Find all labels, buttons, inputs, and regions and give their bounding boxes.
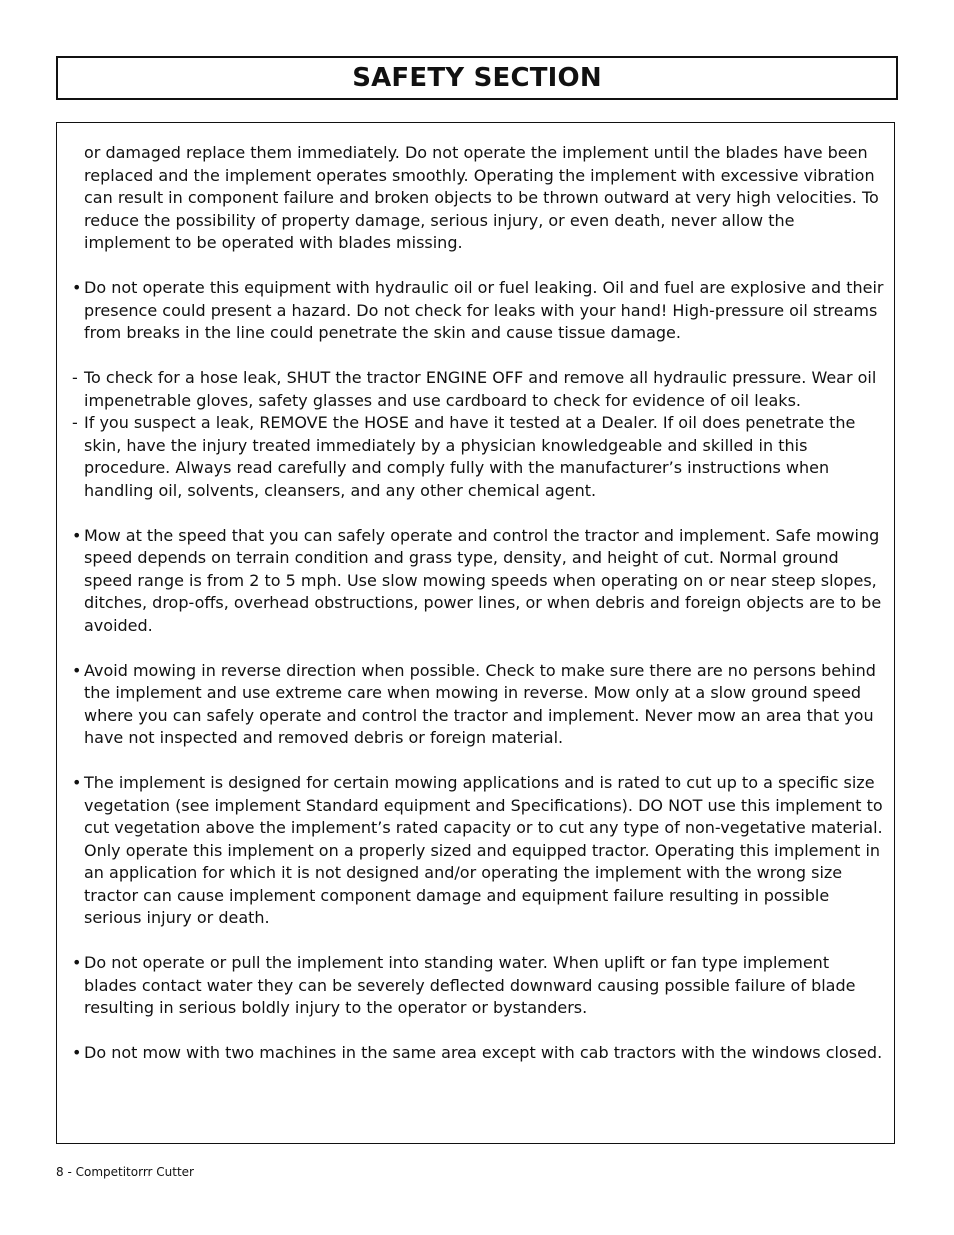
paragraph-hose-check: [72, 367, 884, 412]
paragraph-hydraulic-leak: [72, 277, 884, 345]
page-footer: 8 - Competitorrr Cutter: [56, 1165, 194, 1179]
section-header: [56, 56, 898, 100]
paragraph-text: Mow at the speed that you can safely operate and control the tractor and implement. Safe mowing speed depends on terrain condition and grass type, density, and height of cut. Normal ground speed range is from 2 to 5 mph. Use slow mowing speeds when operating on or near steep slopes, ditches, drop-offs, overhead obstructions, power lines, or when debris and foreign objects are to be avoided.: [84, 525, 882, 635]
bullet-marker: •: [72, 773, 82, 792]
bullet-marker: •: [72, 953, 82, 972]
paragraph-two-machines: [72, 1042, 884, 1065]
paragraph-rated-capacity: [72, 772, 884, 930]
safety-text: [72, 142, 884, 1087]
bullet-marker: •: [72, 1043, 82, 1062]
safety-content-box: [56, 122, 895, 1144]
paragraph-mowing-speed: [72, 525, 884, 638]
paragraph-text: or damaged replace them immediately. Do not operate the implement until the blades have been replaced and the implement operates smoothly. Operating the implement with excessive vibration can result in component failure and broken objects to be thrown outward at very high velocities. To reduce the possibility of property damage, serious injury, or even death, never allow the implement to be operated with blades missing.: [84, 143, 879, 252]
bullet-marker: •: [72, 660, 82, 680]
paragraph-standing-water: [72, 952, 884, 1020]
paragraph-reverse-mowing: [72, 660, 884, 750]
page-title: SAFETY SECTION: [352, 63, 602, 93]
bullet-marker: •: [72, 525, 82, 545]
paragraph-text: Avoid mowing in reverse direction when possible. Check to make sure there are no persons behind the implement and use extreme care when mowing in reverse. Mow only at a slow ground speed where you can safely operate and control the tractor and implement. Never mow an area that you have not inspected and removed debris or foreign material.: [84, 660, 876, 747]
bullet-marker: •: [72, 278, 82, 297]
paragraph-text: The implement is designed for certain mowing applications and is rated to cut up to a specific size vegetation (see implement Standard equipment and Specifications). DO NOT use this implement to cut vegetation above the implement’s rated capacity or to cut any type of non-vegetative material. Only operate this implement on a properly sized and equipped tractor. Operating this implement in an application for which it is not designed and/or operating the implement with the wrong size tractor can cause implement component damage and equipment failure resulting in possible serious injury or death.: [84, 773, 883, 927]
paragraph-text: To check for a hose leak, SHUT the tractor ENGINE OFF and remove all hydraulic pressure. Wear oil impenetrable gloves, safety glasses and use cardboard to check for evidence of oil leaks.: [84, 368, 877, 410]
paragraph-suspected-leak: [72, 412, 884, 502]
dash-marker: -: [72, 413, 78, 432]
paragraph-text: Do not mow with two machines in the same area except with cab tractors with the windows closed.: [84, 1043, 883, 1062]
paragraph-text: If you suspect a leak, REMOVE the HOSE and have it tested at a Dealer. If oil does penetrate the skin, have the injury treated immediately by a physician knowledgeable and skilled in this procedure. Always read carefully and comply fully with the manufacturer’s instructions when handling oil, solvents, cleansers, and any other chemical agent.: [84, 413, 856, 500]
paragraph-text: Do not operate or pull the implement into standing water. When uplift or fan type implement blades contact water they can be severely deflected downward causing possible failure of blade resulting in serious boldly injury to the operator or bystanders.: [84, 953, 856, 1017]
paragraph-text: Do not operate this equipment with hydraulic oil or fuel leaking. Oil and fuel are explosive and their presence could present a hazard. Do not check for leaks with your hand! High-pressure oil streams from breaks in the line could penetrate the skin and cause tissue damage.: [84, 278, 884, 342]
paragraph-blade-replacement: [72, 142, 884, 255]
dash-marker: -: [72, 368, 78, 387]
